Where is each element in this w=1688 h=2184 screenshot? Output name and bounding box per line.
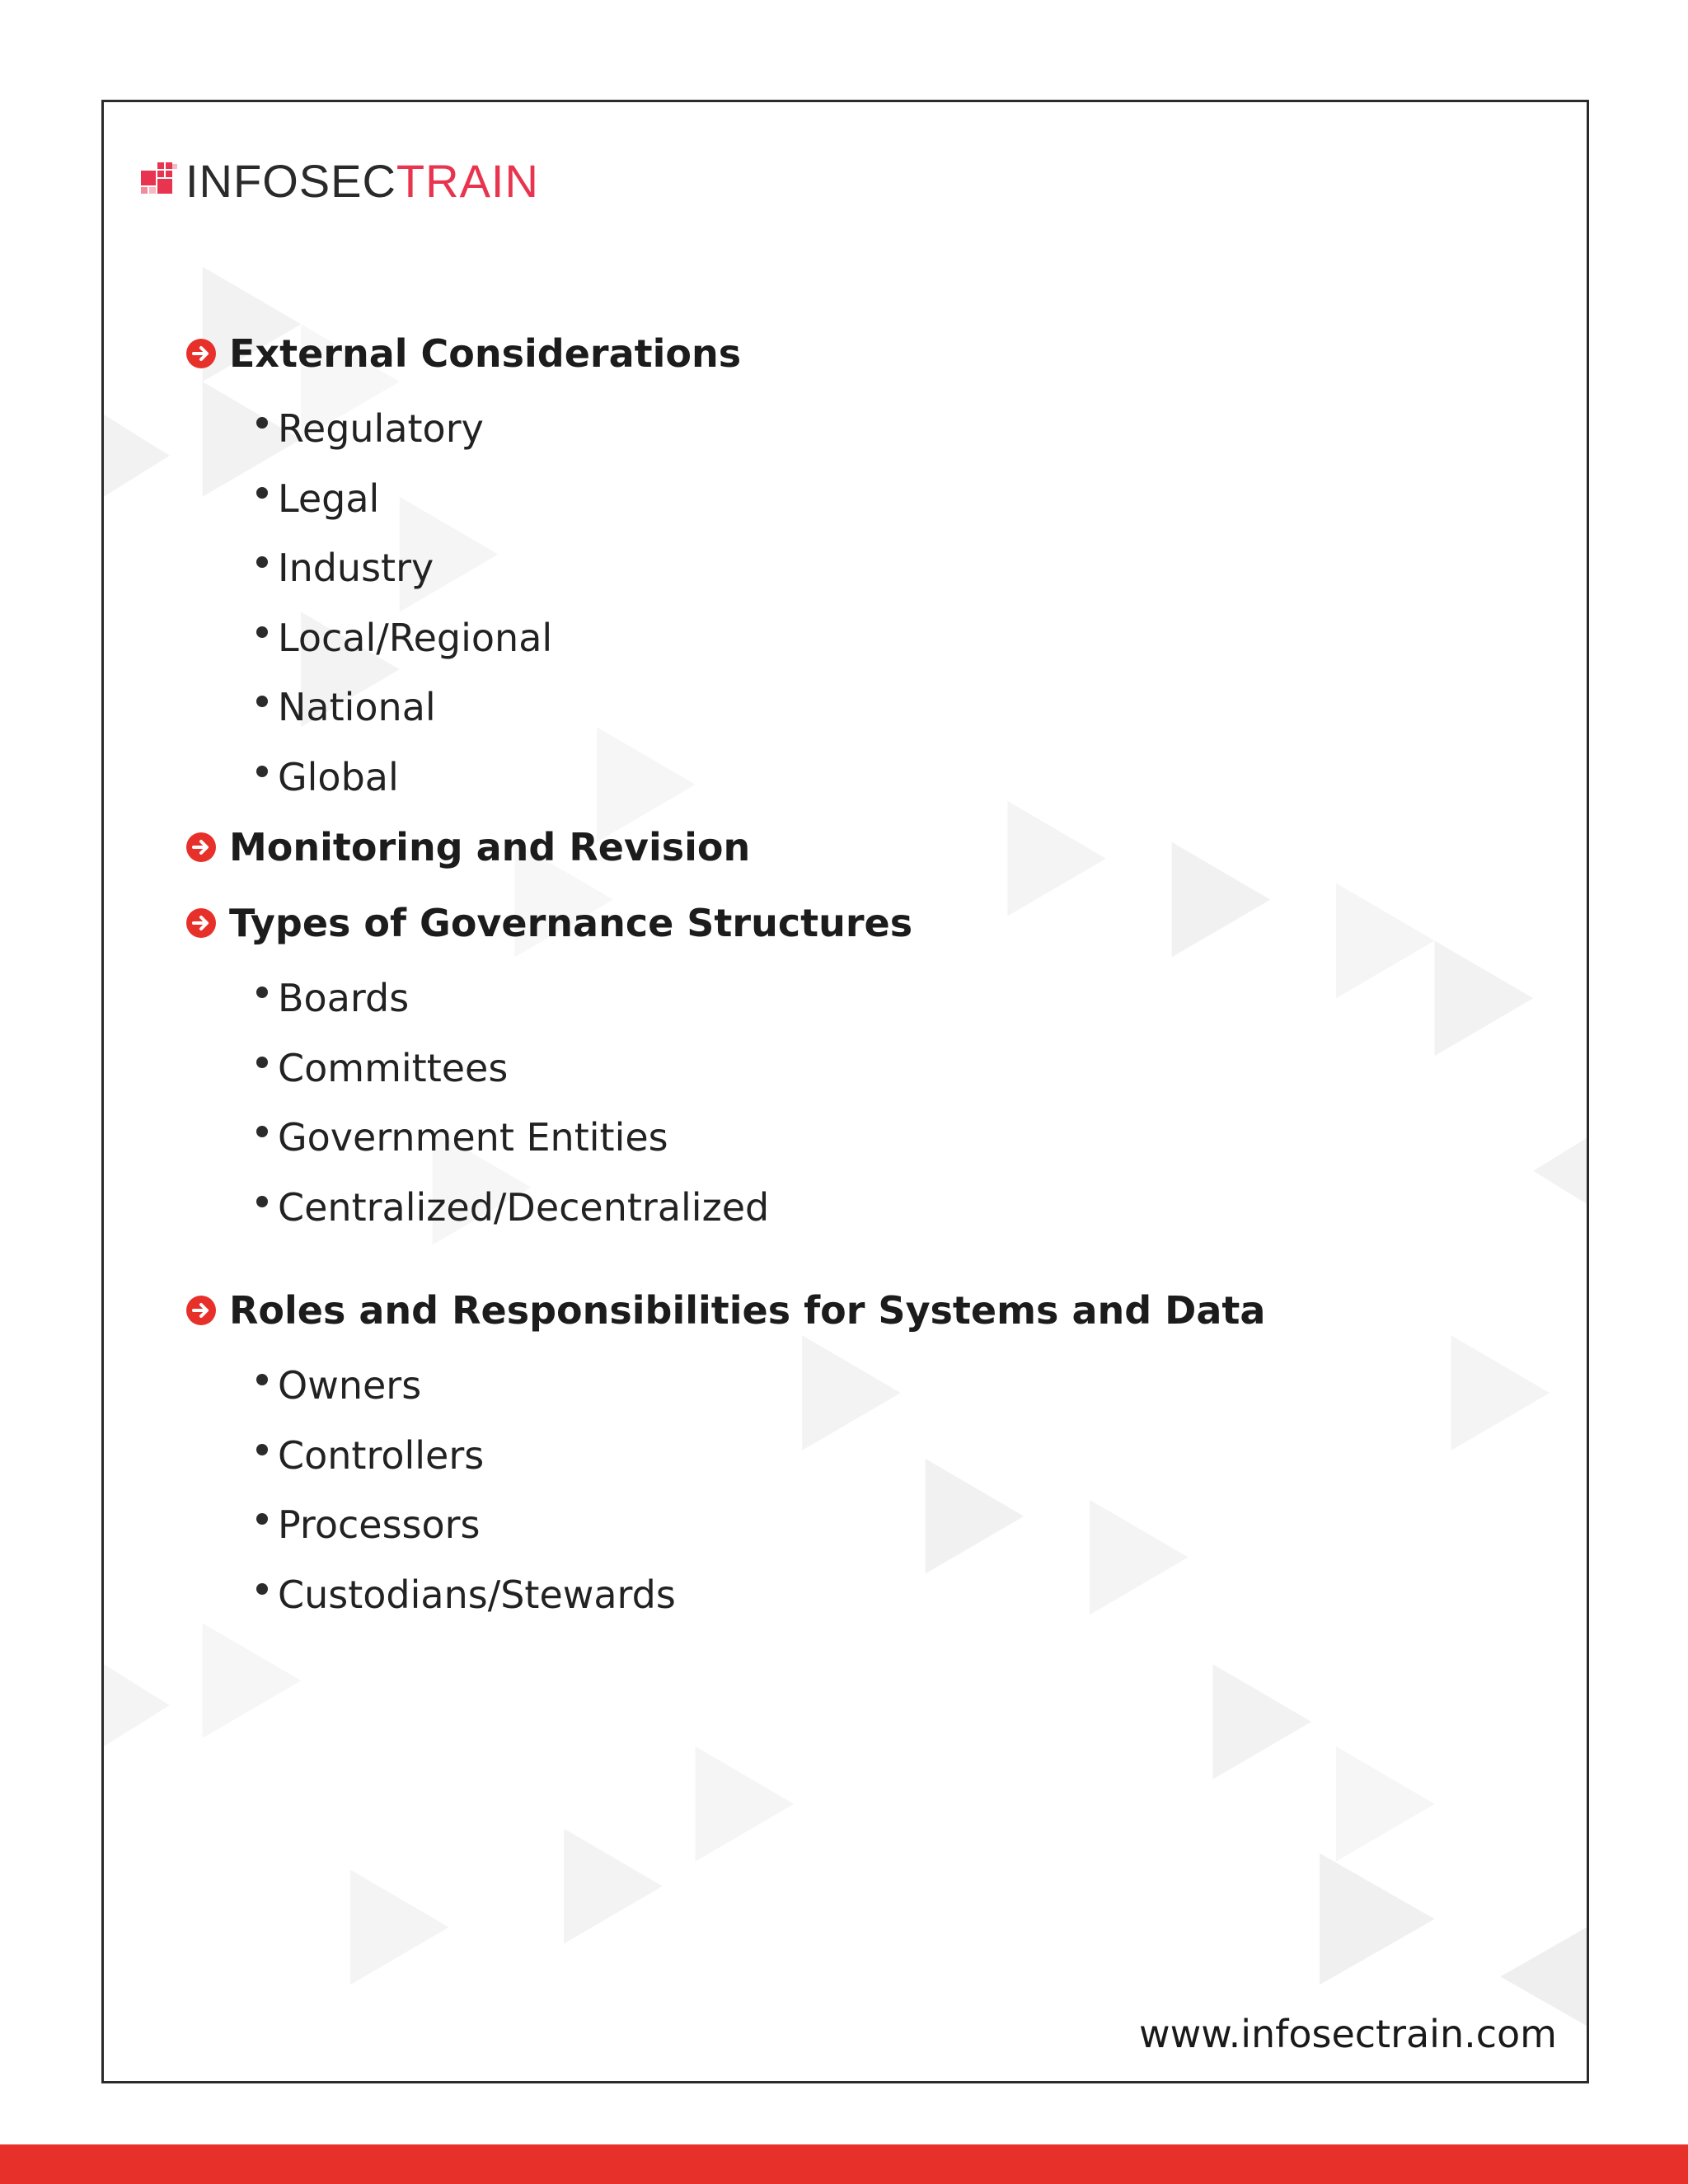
list-item-label: Regulatory: [278, 406, 484, 452]
arrow-circle-right-icon: [186, 832, 216, 862]
list-item-label: Centralized/Decentralized: [278, 1184, 770, 1230]
list-item-label: Global: [278, 754, 399, 799]
section-external-considerations: [186, 325, 1265, 382]
list-item: [256, 394, 1265, 464]
content-list: [186, 325, 1265, 1636]
list-item: [256, 1490, 1265, 1560]
list-item: [256, 743, 1265, 813]
list-item: [256, 533, 1265, 603]
sub-list: [256, 394, 1265, 812]
list-item: [256, 464, 1265, 534]
bullet-dot: [256, 626, 268, 638]
list-item: [256, 603, 1265, 673]
bullet-dot: [256, 487, 268, 499]
list-item: [256, 1103, 1265, 1173]
bullet-dot: [256, 417, 268, 429]
section-title: External Considerations: [229, 331, 742, 376]
list-item-label: Boards: [278, 976, 410, 1021]
list-item: [256, 1421, 1265, 1491]
grid-squares-logo-icon: [141, 162, 179, 200]
list-item: [256, 1173, 1265, 1243]
bullet-dot: [256, 1583, 268, 1595]
list-item-label: Legal: [278, 476, 380, 521]
list-item-label: Government Entities: [278, 1115, 668, 1160]
brand-name-train: TRAIN: [396, 155, 539, 207]
list-item: [256, 963, 1265, 1033]
bullet-dot: [256, 987, 268, 998]
list-item-label: Owners: [278, 1363, 422, 1408]
section-roles-and-responsibilities: [186, 1282, 1265, 1339]
sub-list: [256, 1351, 1265, 1629]
list-item: [256, 673, 1265, 743]
bullet-dot: [256, 556, 268, 568]
bullet-dot: [256, 1057, 268, 1068]
arrow-circle-right-icon: [186, 908, 216, 938]
sub-list: [256, 963, 1265, 1242]
list-item-label: Local/Regional: [278, 615, 553, 660]
bullet-dot: [256, 696, 268, 707]
arrow-circle-right-icon: [186, 339, 216, 368]
bullet-dot: [256, 1374, 268, 1385]
list-item-label: Processors: [278, 1502, 481, 1548]
list-item-label: Committees: [278, 1045, 509, 1090]
footer-website-url: www.infosectrain.com: [1138, 2012, 1557, 2056]
arrow-circle-right-icon: [186, 1296, 216, 1325]
bullet-dot: [256, 1513, 268, 1525]
list-item: [256, 1560, 1265, 1630]
list-item-label: Custodians/Stewards: [278, 1572, 676, 1617]
bullet-dot: [256, 1126, 268, 1137]
section-title: Roles and Responsibilities for Systems and Data: [229, 1288, 1266, 1333]
list-item: [256, 1033, 1265, 1104]
brand-name-infosec: INFOSEC: [185, 155, 396, 207]
list-item-label: Industry: [278, 546, 434, 591]
page-frame: [101, 100, 1589, 2083]
section-title: Types of Governance Structures: [229, 901, 913, 945]
brand-logo: [141, 155, 539, 207]
bullet-dot: [256, 766, 268, 777]
list-item-label: National: [278, 685, 436, 730]
list-item-label: Controllers: [278, 1432, 485, 1478]
list-item: [256, 1351, 1265, 1421]
section-monitoring-and-revision: [186, 818, 1265, 876]
bottom-accent-bar: [0, 2144, 1688, 2184]
section-types-of-governance-structures: [186, 894, 1265, 952]
section-title: Monitoring and Revision: [229, 825, 751, 869]
bullet-dot: [256, 1444, 268, 1455]
bullet-dot: [256, 1196, 268, 1207]
